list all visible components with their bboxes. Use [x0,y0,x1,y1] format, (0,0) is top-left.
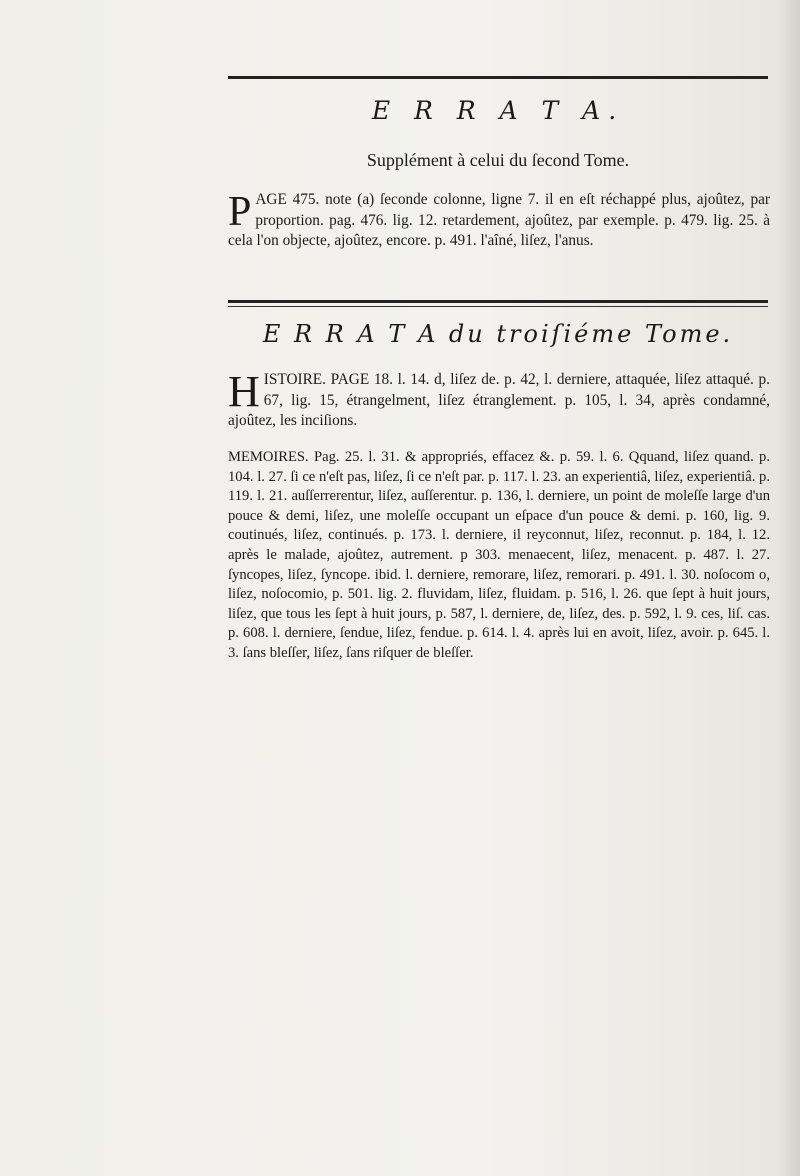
memoires-paragraph [228,448,770,664]
supplement-title: Supplément à celui du ſecond Tome. [366,150,630,170]
histoire-text: ISTOIRE. PAGE 18. l. 14. d, liſez de. p. 42, l. derniere, attaquée, liſez attaqué. p. 67, lig. 15, étrangelment, liſez étranglement. p. 105, l. 34, après condamné, ajoûtez, les inciſions. [228,371,770,429]
supplement-text: AGE 475. note (a) ſeconde colonne, ligne 7. il en eſt réchappé plus, ajoûtez, par proportion. pag. 476. lig. 12. retardement, ajoûtez, par exemple. p. 479. lig. 25. à cela l'on objecte, ajoûtez, encore. p. 491. l'aîné, liſez, l'anus. [228,191,770,249]
dropcap-h: H [228,367,260,416]
supplement-paragraph [228,190,770,252]
top-rule [228,76,768,79]
middle-rule-thin [228,306,768,307]
errata-third-tome-title: E R R A T A du troiſiéme Tome. [262,320,734,348]
errata-title: E R R A T A. [371,96,625,125]
page-edge-shadow [778,0,800,1176]
histoire-paragraph [228,367,770,432]
dropcap-p: P [228,189,252,235]
memoires-text: MEMOIRES. Pag. 25. l. 31. & appropriés, effacez &. p. 59. l. 6. Qquand, liſez quand. p. 104. l. 27. ſi ce n'eſt pas, liſez, ſi ce n'eſt par. p. 117. l. 23. an experientiâ, liſez, experientiâ. p. 119. l. 21. auſſerrerentur, liſez, auſſerentur. p. 136, l. derniere, un point de moleſſe large d'un pouce & demi, liſez, une moleſſe occupant un eſpace d'un pouce & demi. p. 160, lig. 9. coutinués, liſez, continués. p. 173. l. derniere, il reyconnut, liſez, reconnut. p. 184, l. 12. après le malade, ajoûtez, autrement. p 303. menaecent, liſez, menacent. p. 487. l. 27. ſyncopes, liſez, ſyncope. ibid. l. derniere, remorare, liſez, remorari. p. 491. l. 30. noſocom o, liſez, noſocomio, p. 501. lig. 2. fluvidam, liſez, fluidam. p. 516, l. 26. que ſept à huit jours, liſez, que tous les ſept à huit jours, p. 587, l. derniere, de, liſez, des. p. 592, l. 9. ces, liſ. cas. p. 608. l. derniere, ſendue, liſez, fendue. p. 614. l. 4. après lui en avoit, liſez, avoir. p. 645. l. 3. ſans bleſſer, liſez, ſans riſquer de bleſſer. [228,449,770,661]
middle-rule [228,300,768,303]
